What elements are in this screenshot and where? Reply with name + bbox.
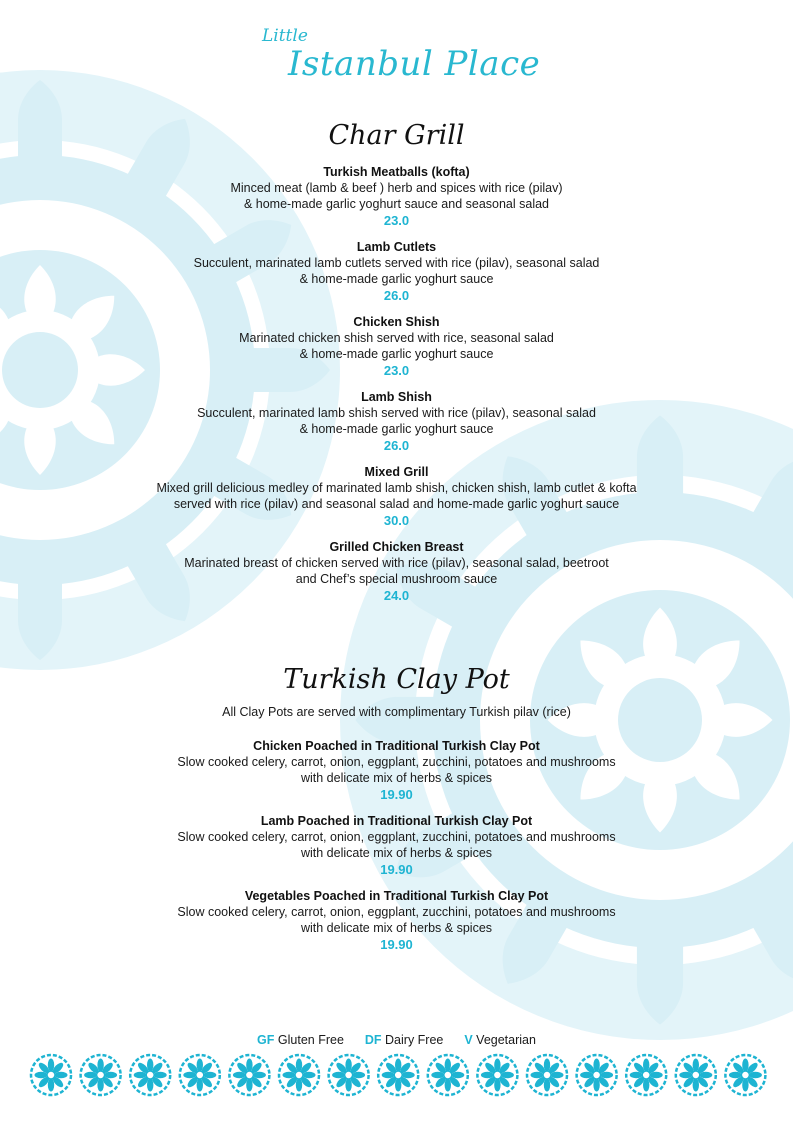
menu-item bbox=[0, 314, 793, 379]
item-desc-line: and Chef’s special mushroom sauce bbox=[295, 571, 498, 586]
item-price: 23.0 bbox=[383, 213, 410, 228]
legend-label: Vegetarian bbox=[476, 1033, 536, 1047]
logo-title: Istanbul Place bbox=[288, 44, 541, 84]
menu-item bbox=[0, 738, 793, 803]
item-desc-line: & home-made garlic yoghurt sauce bbox=[299, 346, 494, 361]
item-desc-line: Slow cooked celery, carrot, onion, eggplant, zucchini, potatoes and mushrooms bbox=[177, 830, 616, 844]
item-desc-line: Mixed grill delicious medley of marinated lamb shish, chicken shish, lamb cutlet & kofta bbox=[156, 481, 637, 495]
item-price: 19.90 bbox=[380, 787, 413, 802]
clay-pot-note: All Clay Pots are served with complimentary Turkish pilav (rice) bbox=[222, 705, 571, 719]
rosette-icon bbox=[130, 1055, 170, 1095]
menu-item bbox=[0, 888, 793, 953]
item-desc-line: & home-made garlic yoghurt sauce bbox=[299, 271, 494, 286]
item-desc-line: Slow cooked celery, carrot, onion, eggplant, zucchini, potatoes and mushrooms bbox=[177, 905, 616, 919]
item-desc-line: with delicate mix of herbs & spices bbox=[300, 920, 493, 935]
menu-item bbox=[0, 389, 793, 454]
item-desc-line: Marinated chicken shish served with rice, seasonal salad bbox=[239, 331, 554, 345]
item-desc-line: with delicate mix of herbs & spices bbox=[300, 770, 493, 785]
item-desc-line: served with rice (pilav) and seasonal salad and home-made garlic yoghurt sauce bbox=[173, 496, 620, 511]
menu-item bbox=[0, 164, 793, 229]
item-desc-line: Marinated breast of chicken served with rice (pilav), seasonal salad, beetroot bbox=[184, 556, 609, 570]
item-name: Chicken Shish bbox=[353, 315, 440, 329]
rosette-icon bbox=[31, 1055, 71, 1095]
rosette-icon bbox=[676, 1055, 716, 1095]
menu-item bbox=[0, 813, 793, 878]
restaurant-logo bbox=[262, 26, 562, 86]
legend-code: GF bbox=[257, 1033, 275, 1047]
rosette-icon bbox=[279, 1055, 319, 1095]
rosette-icon bbox=[81, 1055, 121, 1095]
logo-small-text: Little bbox=[262, 26, 308, 46]
item-desc-line: & home-made garlic yoghurt sauce and seasonal salad bbox=[243, 196, 550, 211]
rosette-border bbox=[28, 1052, 768, 1098]
item-desc-line: Minced meat (lamb & beef ) herb and spices with rice (pilav) bbox=[230, 181, 563, 195]
item-name: Turkish Meatballs (kofta) bbox=[323, 165, 470, 179]
rosette-icon bbox=[725, 1055, 765, 1095]
item-price: 24.0 bbox=[383, 588, 410, 603]
item-name: Lamb Shish bbox=[361, 390, 432, 404]
menu-item bbox=[0, 539, 793, 604]
item-price: 30.0 bbox=[383, 513, 410, 528]
section-title-char-grill: Char Grill bbox=[328, 120, 465, 151]
rosette-icon bbox=[229, 1055, 269, 1095]
rosette-icon bbox=[378, 1055, 418, 1095]
rosette-icon bbox=[180, 1055, 220, 1095]
item-name: Lamb Cutlets bbox=[356, 240, 437, 254]
item-name: Vegetables Poached in Traditional Turkish Clay Pot bbox=[244, 889, 549, 903]
rosette-icon bbox=[428, 1055, 468, 1095]
item-desc-line: Slow cooked celery, carrot, onion, eggplant, zucchini, potatoes and mushrooms bbox=[177, 755, 616, 769]
legend-code: DF bbox=[364, 1033, 382, 1047]
item-name: Chicken Poached in Traditional Turkish Clay Pot bbox=[253, 739, 540, 753]
item-desc-line: & home-made garlic yoghurt sauce bbox=[299, 421, 494, 436]
rosette-icon bbox=[477, 1055, 517, 1095]
item-name: Lamb Poached in Traditional Turkish Clay Pot bbox=[260, 814, 533, 828]
item-price: 26.0 bbox=[383, 288, 410, 303]
item-name: Grilled Chicken Breast bbox=[329, 540, 464, 554]
item-desc-line: Succulent, marinated lamb shish served with rice (pilav), seasonal salad bbox=[197, 406, 596, 420]
item-name: Mixed Grill bbox=[364, 465, 429, 479]
menu-item bbox=[0, 464, 793, 529]
legend-code: V bbox=[464, 1033, 473, 1047]
legend-label: Dairy Free bbox=[385, 1033, 444, 1047]
rosette-icon bbox=[577, 1055, 617, 1095]
item-desc-line: Succulent, marinated lamb cutlets served with rice (pilav), seasonal salad bbox=[193, 256, 600, 270]
item-desc-line: with delicate mix of herbs & spices bbox=[300, 845, 493, 860]
item-price: 19.90 bbox=[380, 937, 413, 952]
rosette-icon bbox=[527, 1055, 567, 1095]
menu-item bbox=[0, 239, 793, 304]
item-price: 23.0 bbox=[383, 363, 410, 378]
legend-label: Gluten Free bbox=[277, 1033, 344, 1047]
dietary-legend bbox=[0, 1033, 793, 1047]
rosette-icon bbox=[329, 1055, 369, 1095]
section-title-clay-pot: Turkish Clay Pot bbox=[283, 664, 510, 695]
item-price: 19.90 bbox=[380, 862, 413, 877]
item-price: 26.0 bbox=[383, 438, 410, 453]
rosette-icon bbox=[626, 1055, 666, 1095]
